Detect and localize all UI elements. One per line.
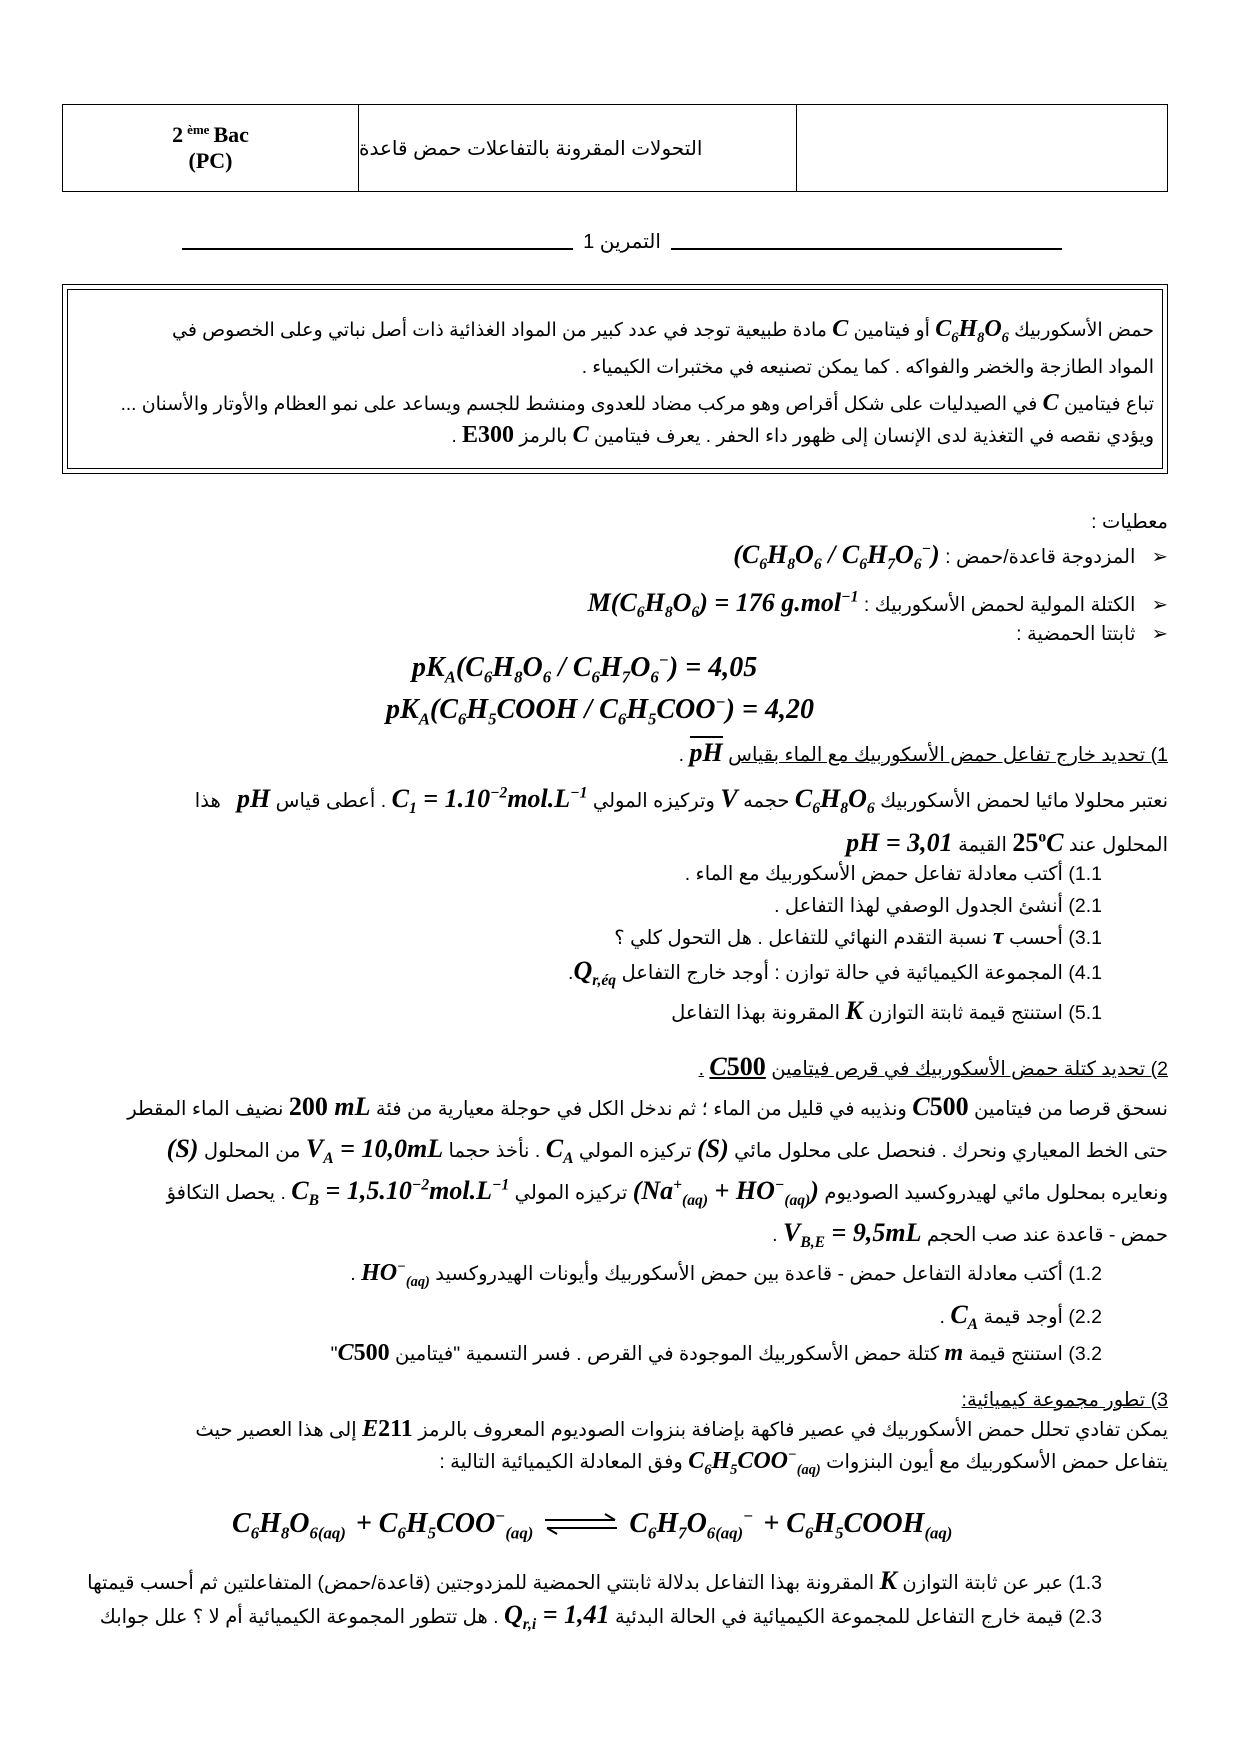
intro-line-4: ويؤدي نقصه في التغذية لدى الإنسان إلى ظهور داء الحفر . يعرف فيتامين C بالرمز E300 . <box>451 422 1154 448</box>
part2-line-1: نسحق قرصا من فيتامين C500 ونذيبه في قليل من الماء ؛ ثم ندخل الكل في حوجلة معيارية من فئة 200 mL نضيف الماء المقطر <box>127 1092 1168 1121</box>
part1-q5: 5.1) استنتج قيمة ثابتة التوازن K المقرونة بهذا التفاعل <box>671 996 1102 1025</box>
part3-line-2: يتفاعل حمض الأسكوربيك مع أيون البنزوات $C_6H_5COO^-_{(aq)}$ وفق المعادلة الكيميائية التالية : <box>439 1447 1168 1478</box>
header-table <box>62 104 1168 192</box>
intro-box <box>62 284 1168 474</box>
heading-rule-left <box>182 248 573 250</box>
data-pka-label: ➢ ثابتتا الحمضية : <box>1016 623 1168 645</box>
reaction-equation: $C_6H_8O_{6(aq)}$ + $C_6H_5COO^-_{(aq)}$ $C_6H_7O_{6(aq)}^-$ + $C_6H_5COOH_{(aq)}$ <box>232 1506 953 1543</box>
bullet-arrow-icon: ➢ <box>1151 546 1168 568</box>
part1-q2: 2.1) أنشئ الجدول الوصفي لهذا التفاعل . <box>774 895 1102 917</box>
lesson-title: التحولات المقرونة بالتفاعلات حمض قاعدة <box>359 105 797 191</box>
part2-q3: 3.2) استنتج قيمة m كتلة حمض الأسكوربيك الموجودة في القرص . فسر التسمية "فيتامين C500" <box>330 1340 1102 1366</box>
level-suffix: Bac <box>213 122 249 147</box>
part3-title: 3) تطور مجموعة كيميائية: <box>961 1389 1168 1411</box>
part2-line-2: حتى الخط المعياري ونحرك . فنحصل على محلول مائي (S) تركيزه المولي $C_A$ . نأخذ حجما $V_A = 10,0mL$ من المحلول (S) <box>166 1134 1168 1168</box>
data-title: معطيات : <box>1091 511 1168 533</box>
part2-title: 2) تحديد كتلة حمض الأسكوربيك في قرص فيتامين C500 . <box>698 1052 1168 1081</box>
intro-line-2: المواد الطازجة والخضر والفواكه . كما يمكن تصنيعه في مختبرات الكيمياء . <box>581 357 1154 378</box>
part1-q1: 1.1) أكتب معادلة تفاعل حمض الأسكوربيك مع الماء . <box>684 863 1102 885</box>
exercise-heading <box>182 224 1062 254</box>
part1-intro-1: نعتبر محلولا مائيا لحمض الأسكوربيك $C_6H_8O_6$ حجمه V وتركيزه المولي $C_1 = 1.10^{-2}mol.L^{-1}$ . أعطى قياس pH هذا <box>194 784 1168 818</box>
header-empty-cell <box>797 105 1167 191</box>
part2-line-4: حمض - قاعدة عند صب الحجم $V_{B,E} = 9,5mL$ . <box>772 1218 1168 1252</box>
pka-1: $pK_A(C_6H_8O_6 / C_6H_7O_6^-) = 4,05$ <box>412 650 758 687</box>
part2-line-3: ونعايره بمحلول مائي لهيدروكسيد الصوديوم $(Na^+_{(aq)} + HO^-_{(aq)})$ تركيزه المولي $C_B = 1,5.10^{-2}mol.L^{-1}$ . يحصل التكافؤ <box>166 1176 1168 1210</box>
equilibrium-arrow-icon <box>543 1513 619 1535</box>
part3-line-1: يمكن تفادي تحلل حمض الأسكوربيك في عصير فاكهة بإضافة بنزوات الصوديوم المعروف بالرمز E211 إلى هذا العصير حيث <box>195 1416 1168 1442</box>
intro-line-3: تباع فيتامين C في الصيدليات على شكل أقراص وهو مركب مضاد للعدوى ومنشط للجسم ويساعد على نمو العظام والأوتار والأسنان ... <box>120 390 1154 416</box>
data-couple: ➢ المزدوجة قاعدة/حمض : $(C_6H_8O_6 / C_6H_7O_6^-)$ <box>733 540 1168 574</box>
bullet-arrow-icon: ➢ <box>1151 623 1168 645</box>
intro-line-1: حمض الأسكوربيك $C_6H_8O_6$ أو فيتامين C مادة طبيعية توجد في عدد كبير من المواد الغذائية ذات أصل نباتي وعلى الخصوص في <box>171 316 1154 346</box>
data-molar-mass: ➢ الكتلة المولية لحمض الأسكوربيك : $M(C_6H_8O_6) = 176$ g.mol$^{-1}$ <box>587 588 1168 622</box>
part3-q1: 1.3) عبر عن ثابتة التوازن K المقرونة بهذا التفاعل بدلالة ثابتتي الحمضية للمزدوجتين (قاعدة/حمض) المتفاعلتين ثم أحسب قيمتها <box>87 1566 1102 1595</box>
part1-q3: 3.1) أحسب τ نسبة التقدم النهائي للتفاعل . هل التحول كلي ؟ <box>614 924 1102 950</box>
exercise-label: التمرين 1 <box>583 231 661 253</box>
level-superscript: ème <box>187 122 210 137</box>
pka-2: $pK_A(C_6H_5COOH / C_6H_5COO^-) = 4,20$ <box>386 692 814 729</box>
part1-title: 1) تحديد خارج تفاعل حمض الأسكوربيك مع الماء بقياس pH . <box>678 738 1168 767</box>
level-cell <box>63 105 359 191</box>
heading-rule-right <box>671 248 1062 250</box>
bullet-arrow-icon: ➢ <box>1151 594 1168 616</box>
level-prefix: 2 <box>172 122 184 147</box>
part2-q2: 2.2) أوجد قيمة $C_A$ . <box>939 1300 1102 1334</box>
stream-label: (PC) <box>188 148 233 173</box>
part1-q4: 4.1) المجموعة الكيميائية في حالة توازن : أوجد خارج التفاعل $Q_{r,éq}$. <box>568 956 1102 990</box>
part1-intro-2: المحلول عند 25$^o$C القيمة pH = 3,01 <box>846 828 1168 857</box>
part3-q2: 2.3) قيمة خارج التفاعل للمجموعة الكيميائية في الحالة البدئية $Q_{r,i} = 1,41$ . هل تتطور المجموعة الكيميائية أم لا ؟ علل جوابك <box>99 1600 1102 1634</box>
part2-q1: 1.2) أكتب معادلة التفاعل حمض - قاعدة بين حمض الأسكوربيك وأيونات الهيدروكسيد $HO^-_{(aq)}$ . <box>350 1259 1102 1290</box>
